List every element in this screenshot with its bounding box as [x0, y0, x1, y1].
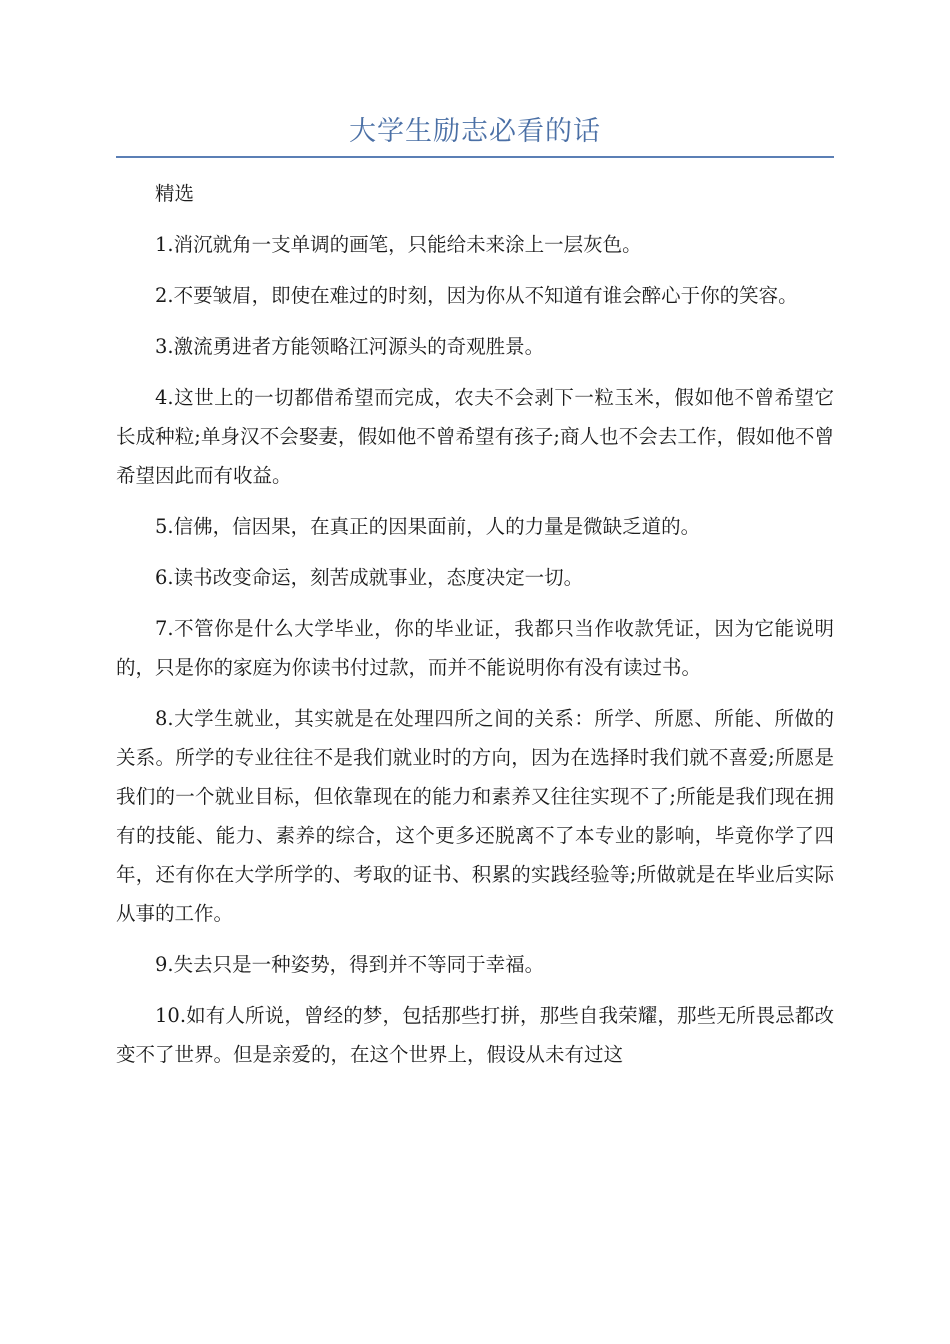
- paragraph-10: 10.如有人所说，曾经的梦，包括那些打拼，那些自我荣耀，那些无所畏忌都改变不了世界。但是亲爱的，在这个世界上，假设从未有过这: [116, 1004, 834, 1066]
- document-title: 大学生励志必看的话: [349, 116, 601, 147]
- paragraph-4: 4.这世上的一切都借希望而完成，农夫不会剥下一粒玉米，假如他不曾希望它长成种粒;单身汉不会娶妻，假如他不曾希望有孩子;商人也不会去工作，假如他不曾希望因此而有收益。: [116, 386, 834, 487]
- paragraph-8: 8.大学生就业，其实就是在处理四所之间的关系：所学、所愿、所能、所做的关系。所学的专业往往不是我们就业时的方向，因为在选择时我们就不喜爱;所愿是我们的一个就业目标，但依靠现在的能力和素养又往往实现不了;所能是我们现在拥有的技能、能力、素养的综合，这个更多还脱离不了本专业的影响，毕竟你学了四年，还有你在大学所学的、考取的证书、积累的实践经验等;所做就是在毕业后实际从事的工作。: [116, 707, 834, 925]
- paragraph-intro: 精选: [155, 182, 195, 205]
- document-body: [116, 174, 834, 1086]
- paragraph-3: 3.激流勇进者方能领略江河源头的奇观胜景。: [155, 335, 545, 358]
- paragraph-6: 6.读书改变命运，刻苦成就事业，态度决定一切。: [155, 566, 584, 589]
- title-block: [116, 108, 834, 158]
- paragraph-5: 5.信佛，信因果，在真正的因果面前，人的力量是微缺乏道的。: [155, 515, 701, 538]
- paragraph-1: 1.消沉就角一支单调的画笔，只能给未来涂上一层灰色。: [155, 233, 642, 256]
- paragraph-9: 9.失去只是一种姿势，得到并不等同于幸福。: [155, 953, 545, 976]
- paragraph-7: 7.不管你是什么大学毕业，你的毕业证，我都只当作收款凭证，因为它能说明的，只是你的家庭为你读书付过款，而并不能说明你有没有读过书。: [116, 617, 834, 679]
- paragraph-2: 2.不要皱眉，即使在难过的时刻，因为你从不知道有谁会醉心于你的笑容。: [155, 284, 798, 307]
